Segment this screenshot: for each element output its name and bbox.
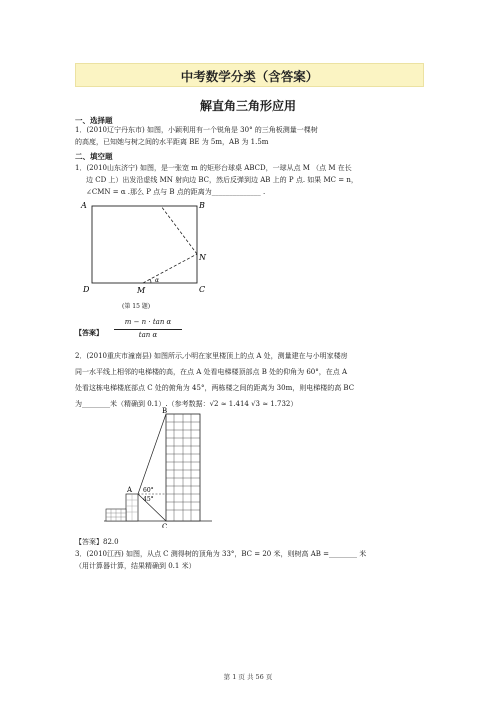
fill-q1-line2: 边 CD 上）出发沿虚线 MN 射向边 BC，然后反弹到边 AB 上的 P 点. 如果 MC = n， [86, 176, 358, 184]
fill-q2-line4: 为________米（精确到 0.1）.（参考数据：√2 ≈ 1.414 √3 ≈ 1.732） [75, 400, 298, 408]
label-c: C [199, 285, 206, 294]
answer-numerator: m − n · tan α [124, 318, 172, 326]
answer-label: 【答案】 [75, 328, 103, 337]
document-title: 解直角三角形应用 [199, 99, 296, 113]
label-alpha: α [155, 277, 160, 284]
buildings-figure [100, 406, 220, 528]
path-mn [143, 254, 197, 283]
label-m: M [137, 286, 146, 295]
figure-caption: (第 15 题) [122, 303, 151, 310]
label-45: 45° [143, 496, 154, 503]
sight-line-ab [138, 414, 166, 494]
label-b: B [162, 407, 168, 415]
answer-denominator: tan α [138, 331, 158, 339]
fill-q2-answer: 【答案】82.0 [75, 538, 119, 546]
page-footer: 第 1 页 共 56 页 [223, 673, 273, 681]
label-c: C [162, 523, 168, 528]
banner-title: 中考数学分类（含答案） [180, 69, 319, 84]
section-choice-heading: 一、选择题 [75, 116, 113, 125]
choice-q1-line2: 的高度，已知她与树之间的水平距离 BE 为 5m，AB 为 1.5m [75, 138, 269, 146]
fraction-bar [114, 329, 182, 330]
fill-q2-line2: 同一水平线上相邻的电梯楼的高，在点 A 处看电梯楼顶部点 B 处的仰角为 60°，在点 A [75, 368, 348, 376]
header-banner [75, 63, 424, 87]
fill-q1-line1: 1．(2010山东济宁) 如图，是一张宽 m 的矩形台球桌 ABCD，一球从点 M （点 M 在长 [75, 164, 352, 172]
label-n: N [199, 253, 206, 262]
label-d: D [83, 285, 90, 294]
label-a: A [127, 486, 133, 494]
section-fill-heading: 二、填空题 [75, 152, 113, 161]
fill-q2-line1: 2．(2010重庆市潼南县) 如图所示,小明在家里楼顶上的点 A 处，测量建在与小明家楼房 [75, 352, 348, 360]
label-b: B [199, 201, 205, 210]
fill-q3-line1: 3．(2010江西) 如图，从点 C 测得树的顶角为 33°，BC = 20 米，则树高 AB =________ 米 [75, 550, 367, 558]
fill-q2-line3: 处看这栋电梯楼底部点 C 处的俯角为 45°，两栋楼之间的距离为 30m，则电梯楼的高 BC [75, 384, 355, 392]
alpha-arc [150, 279, 151, 283]
billiard-table-figure [75, 196, 215, 314]
table-rectangle [92, 206, 197, 283]
choice-q1-line1: 1．(2010辽宁丹东市) 如图，小颖利用有一个锐角是 30° 的三角板测量一棵树 [75, 126, 318, 134]
path-np [161, 206, 197, 254]
fill-q1-line3: ∠CMN = α .那么 P 点与 B 点的距离为______________ . [86, 188, 266, 196]
fill-q3-line2: （用计算器计算，结果精确到 0.1 米） [75, 562, 196, 570]
label-a: A [81, 201, 87, 210]
label-60: 60° [143, 487, 154, 494]
